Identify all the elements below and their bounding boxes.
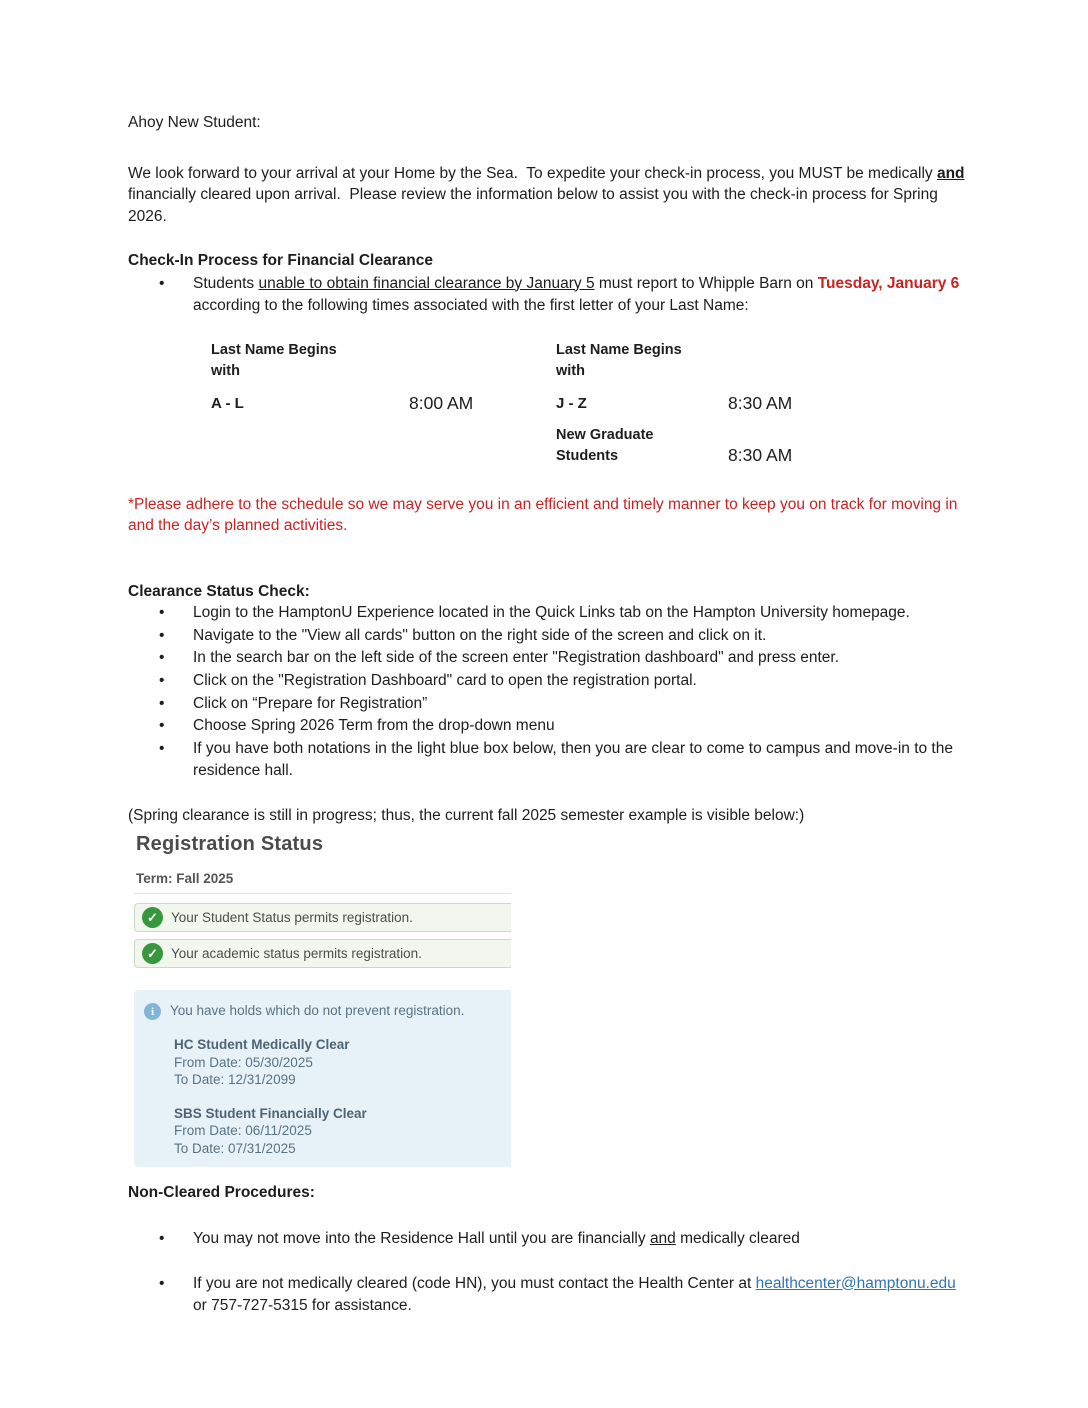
health-center-email-link[interactable]: healthcenter@hamptonu.edu [755, 1274, 956, 1292]
holds-notice-row [144, 1002, 503, 1020]
text-segment: and [649, 1229, 676, 1247]
greeting: Ahoy New Student: [128, 114, 261, 131]
term-label: Term: Fall 2025 [136, 871, 234, 887]
text-segment: We look forward to your arrival at your Home by the Sea. To expedite your check-in process, you MUST be medically [128, 164, 937, 182]
hold-entry [174, 1105, 503, 1158]
non-cleared-bullet [128, 1228, 966, 1251]
checkin-schedule-table [211, 340, 966, 468]
clearance-status-heading: Clearance Status Check: [128, 582, 310, 600]
status-banner [134, 903, 511, 932]
hold-entry [174, 1036, 503, 1089]
non-cleared-bullet [128, 1273, 966, 1318]
document-content [128, 112, 969, 1318]
financial-clearance-bullet [128, 273, 966, 318]
info-icon: i [144, 1003, 161, 1020]
schedule-time: 8:00 AM [409, 392, 474, 413]
progress-note: (Spring clearance is still in progress; thus, the current fall 2025 semester example is visible below:) [128, 806, 805, 824]
registration-status-screenshot [134, 833, 511, 1167]
schedule-group: J - Z [556, 394, 587, 412]
text-segment: must report to Whipple Barn on [594, 274, 818, 292]
hold-to: To Date: 07/31/2025 [174, 1140, 296, 1156]
hold-to: To Date: 12/31/2099 [174, 1072, 296, 1088]
text-segment: or 757-727-5315 for assistance. [193, 1274, 961, 1315]
clearance-step: • Click on “Prepare for Registration” [128, 693, 966, 716]
text-segment: Tuesday, January 6 [817, 274, 960, 292]
status-text: Your Student Status permits registration. [171, 910, 413, 926]
clearance-step: • Choose Spring 2026 Term from the drop-down menu [128, 715, 966, 738]
schedule-group: New Graduate Students [556, 426, 654, 465]
schedule-header-left: Last Name Begins with [211, 341, 337, 379]
status-banner [134, 939, 511, 968]
hold-from: From Date: 06/11/2025 [174, 1123, 312, 1139]
text-segment: financially cleared upon arrival. Please review the information below to assist you with the check-in process for Spring 2026. [128, 164, 969, 225]
holds-info-box [134, 990, 511, 1167]
intro-paragraph [128, 163, 969, 228]
text-segment: medically cleared [675, 1229, 800, 1247]
text-segment: You may not move into the Residence Hall until you are financially [193, 1229, 650, 1247]
divider [134, 893, 511, 894]
clearance-step: • Navigate to the "View all cards" button on the right side of the screen and click on it. [128, 625, 966, 648]
screenshot-title: Registration Status [136, 833, 324, 856]
schedule-group: A - L [211, 394, 244, 412]
schedule-time: 8:30 AM [728, 444, 793, 465]
text-segment: and [936, 164, 965, 182]
text-segment: according to the following times associated with the first letter of your Last Name: [193, 274, 964, 315]
schedule-notice: *Please adhere to the schedule so we may serve you in an efficient and timely manner to keep you on track for moving in and the day’s planned activities. [128, 495, 962, 535]
hold-name: HC Student Medically Clear [174, 1037, 350, 1053]
clearance-step: • In the search bar on the left side of the screen enter "Registration dashboard" and press enter. [128, 647, 966, 670]
text-segment: If you are not medically cleared (code HN), you must contact the Health Center at [193, 1274, 756, 1292]
financial-clearance-heading: Check-In Process for Financial Clearance [128, 252, 433, 269]
clearance-step: • Click on the "Registration Dashboard" card to open the registration portal. [128, 670, 966, 693]
text-segment: Students [193, 274, 259, 292]
holds-notice: You have holds which do not prevent registration. [170, 1003, 465, 1019]
text-segment: unable to obtain financial clearance by January 5 [258, 274, 595, 292]
hold-from: From Date: 05/30/2025 [174, 1054, 313, 1070]
clearance-step: • Login to the HamptonU Experience located in the Quick Links tab on the Hampton University homepage. [128, 602, 966, 625]
check-icon: ✓ [142, 907, 163, 928]
schedule-header-right: Last Name Begins with [556, 341, 682, 379]
status-text: Your academic status permits registration. [171, 946, 422, 962]
clearance-step: • If you have both notations in the light blue box below, then you are clear to come to campus and move-in to the residence hall. [128, 738, 966, 783]
schedule-time: 8:30 AM [728, 392, 793, 413]
check-icon: ✓ [142, 943, 163, 964]
non-cleared-heading: Non-Cleared Procedures: [128, 1184, 315, 1202]
hold-name: SBS Student Financially Clear [174, 1105, 367, 1121]
clearance-steps-list [128, 602, 966, 783]
